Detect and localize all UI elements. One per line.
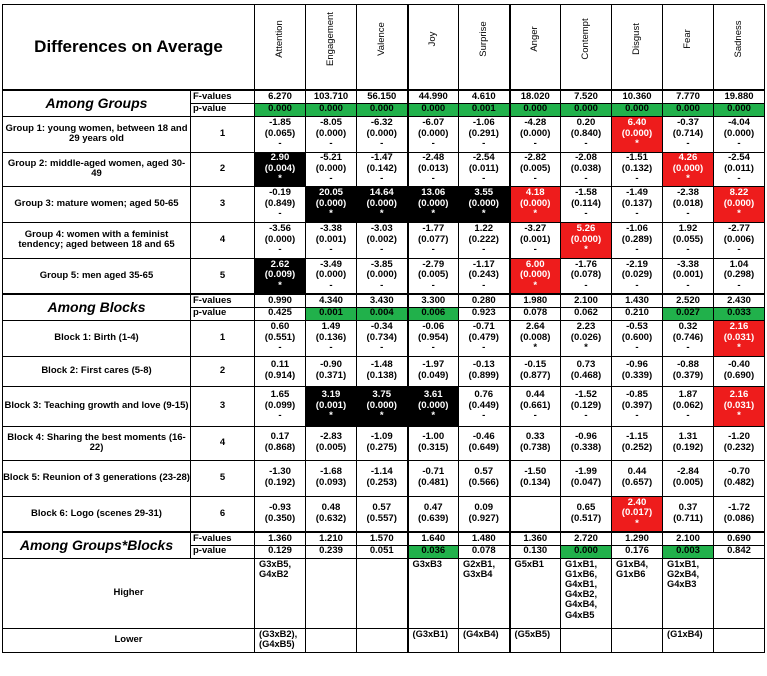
stat-cell: 20.05 (0.000) * (306, 186, 357, 222)
stat-cell: 3.61 (0.000) * (408, 386, 459, 426)
col-header-sadness: Sadness (714, 5, 765, 91)
f-value-cell: 6.270 (255, 90, 306, 103)
stat-cell: -0.88 (0.379) (663, 356, 714, 386)
row-label: Block 3: Teaching growth and love (9-15) (3, 386, 191, 426)
stat-cell: 0.44 (0.657) (612, 460, 663, 496)
stat-cell: -1.09 (0.275) (357, 426, 408, 460)
stat-cell: 0.76 (0.449) - (459, 386, 510, 426)
lower-cell: (G3xB1) (408, 628, 459, 652)
higher-cell: G5xB1 (510, 558, 561, 628)
p-value-cell: 0.923 (459, 307, 510, 320)
stat-cell: 0.48 (0.632) (306, 496, 357, 532)
stat-cell: -1.49 (0.137) - (612, 186, 663, 222)
section-label-among-blocks: Among Blocks (3, 294, 191, 320)
table-title: Differences on Average (3, 5, 255, 91)
p-value-cell: 0.000 (357, 103, 408, 116)
stat-cell: 1.04 (0.298) - (714, 258, 765, 294)
p-value-cell: 0.036 (408, 545, 459, 558)
p-value-cell: 0.078 (510, 307, 561, 320)
stat-cell: -0.15 (0.877) (510, 356, 561, 386)
stat-cell: 6.00 (0.000) * (510, 258, 561, 294)
stat-cell: -1.85 (0.065) - (255, 116, 306, 152)
stat-cell: -2.77 (0.006) - (714, 222, 765, 258)
stat-cell: 2.90 (0.004) * (255, 152, 306, 186)
higher-cell: G1xB1, G1xB6, G4xB1, G4xB2, G4xB4, G4xB5 (561, 558, 612, 628)
higher-cell (714, 558, 765, 628)
lower-cell (714, 628, 765, 652)
f-value-cell: 2.520 (663, 294, 714, 307)
lower-cell (612, 628, 663, 652)
stat-cell: -1.47 (0.142) - (357, 152, 408, 186)
stat-cell: 5.26 (0.000) * (561, 222, 612, 258)
stat-cell: 0.17 (0.868) (255, 426, 306, 460)
p-value-cell: 0.210 (612, 307, 663, 320)
higher-cell: G1xB1, G2xB4, G4xB3 (663, 558, 714, 628)
row-label: Block 5: Reunion of 3 generations (23-28) (3, 460, 191, 496)
stat-cell: 0.57 (0.566) (459, 460, 510, 496)
differences-table (2, 4, 765, 653)
stat-cell: -2.54 (0.011) - (459, 152, 510, 186)
lower-cell: (G5xB5) (510, 628, 561, 652)
row-number: 1 (191, 320, 255, 356)
stat-cell: -1.14 (0.253) (357, 460, 408, 496)
f-value-cell: 1.480 (459, 532, 510, 545)
p-value-label: p-value (191, 103, 255, 116)
p-value-label: p-value (191, 545, 255, 558)
f-value-cell: 4.340 (306, 294, 357, 307)
section-label-among-groups: Among Groups (3, 90, 191, 116)
stat-cell: 1.22 (0.222) - (459, 222, 510, 258)
col-header-surprise: Surprise (459, 5, 510, 91)
higher-cell: G1xB4, G1xB6 (612, 558, 663, 628)
stat-cell: -1.48 (0.138) (357, 356, 408, 386)
stat-cell: 2.40 (0.017) * (612, 496, 663, 532)
stat-cell: -2.79 (0.005) - (408, 258, 459, 294)
f-value-cell: 19.880 (714, 90, 765, 103)
f-value-cell: 2.100 (561, 294, 612, 307)
col-header-attention: Attention (255, 5, 306, 91)
higher-cell: G3xB3 (408, 558, 459, 628)
row-number: 2 (191, 356, 255, 386)
row-label: Block 6: Logo (scenes 29-31) (3, 496, 191, 532)
col-header-joy: Joy (408, 5, 459, 91)
stat-cell: 0.37 (0.711) (663, 496, 714, 532)
higher-cell (306, 558, 357, 628)
p-value-cell: 0.000 (306, 103, 357, 116)
stat-cell: -1.77 (0.077) - (408, 222, 459, 258)
stat-cell: -6.07 (0.000) - (408, 116, 459, 152)
stat-cell: 3.75 (0.000) * (357, 386, 408, 426)
stat-cell: 13.06 (0.000) * (408, 186, 459, 222)
stat-cell: 0.73 (0.468) (561, 356, 612, 386)
f-value-cell: 1.430 (612, 294, 663, 307)
f-value-cell: 2.430 (714, 294, 765, 307)
p-value-cell: 0.051 (357, 545, 408, 558)
stat-cell: -1.06 (0.289) - (612, 222, 663, 258)
row-number: 4 (191, 222, 255, 258)
f-value-cell: 56.150 (357, 90, 408, 103)
stat-cell: -2.82 (0.005) - (510, 152, 561, 186)
col-header-fear: Fear (663, 5, 714, 91)
row-number: 4 (191, 426, 255, 460)
col-header-engagement: Engagement (306, 5, 357, 91)
stat-cell: 2.62 (0.009) * (255, 258, 306, 294)
stat-cell: -2.48 (0.013) - (408, 152, 459, 186)
row-number: 3 (191, 386, 255, 426)
lower-cell (306, 628, 357, 652)
stat-cell: -0.93 (0.350) (255, 496, 306, 532)
stat-cell: -1.58 (0.114) - (561, 186, 612, 222)
stat-cell: -0.85 (0.397) - (612, 386, 663, 426)
f-value-cell: 18.020 (510, 90, 561, 103)
f-value-cell: 1.360 (510, 532, 561, 545)
lower-cell (561, 628, 612, 652)
row-label: Group 1: young women, between 18 and 29 years old (3, 116, 191, 152)
stat-cell: -1.17 (0.243) - (459, 258, 510, 294)
stat-cell: -0.06 (0.954) - (408, 320, 459, 356)
p-value-cell: 0.001 (459, 103, 510, 116)
stat-cell: -0.90 (0.371) (306, 356, 357, 386)
col-header-anger: Anger (510, 5, 561, 91)
col-header-disgust: Disgust (612, 5, 663, 91)
f-value-cell: 10.360 (612, 90, 663, 103)
stat-cell: 3.19 (0.001) * (306, 386, 357, 426)
stat-cell: -2.38 (0.018) - (663, 186, 714, 222)
stat-cell: -1.51 (0.132) - (612, 152, 663, 186)
f-value-cell: 7.520 (561, 90, 612, 103)
f-values-label: F-values (191, 532, 255, 545)
stat-cell: 8.22 (0.000) * (714, 186, 765, 222)
stat-cell: -0.96 (0.338) (561, 426, 612, 460)
f-value-cell: 1.210 (306, 532, 357, 545)
f-value-cell: 3.300 (408, 294, 459, 307)
higher-cell: G2xB1, G3xB4 (459, 558, 510, 628)
f-value-cell: 2.720 (561, 532, 612, 545)
stat-cell: 0.33 (0.738) (510, 426, 561, 460)
stat-cell: -2.83 (0.005) (306, 426, 357, 460)
p-value-cell: 0.062 (561, 307, 612, 320)
stat-cell: 0.11 (0.914) (255, 356, 306, 386)
f-value-cell: 1.290 (612, 532, 663, 545)
stat-cell: -2.19 (0.029) - (612, 258, 663, 294)
stat-cell (510, 496, 561, 532)
stat-cell: -8.05 (0.000) - (306, 116, 357, 152)
stat-cell: 4.18 (0.000) * (510, 186, 561, 222)
stat-cell: -1.72 (0.086) (714, 496, 765, 532)
f-value-cell: 44.990 (408, 90, 459, 103)
stat-cell: -0.53 (0.600) - (612, 320, 663, 356)
row-number: 6 (191, 496, 255, 532)
f-value-cell: 4.610 (459, 90, 510, 103)
p-value-cell: 0.176 (612, 545, 663, 558)
section-label-among-groups-blocks: Among Groups*Blocks (3, 532, 191, 558)
f-value-cell: 1.570 (357, 532, 408, 545)
p-value-cell: 0.130 (510, 545, 561, 558)
row-label: Group 5: men aged 35-65 (3, 258, 191, 294)
stat-cell: -0.96 (0.339) (612, 356, 663, 386)
stat-cell: -0.19 (0.849) - (255, 186, 306, 222)
stat-cell: 1.65 (0.099) - (255, 386, 306, 426)
f-values-label: F-values (191, 90, 255, 103)
row-label: Block 1: Birth (1-4) (3, 320, 191, 356)
stat-cell: -2.08 (0.038) - (561, 152, 612, 186)
stat-cell: -4.28 (0.000) - (510, 116, 561, 152)
stat-cell: -2.54 (0.011) - (714, 152, 765, 186)
f-value-cell: 1.640 (408, 532, 459, 545)
p-value-cell: 0.129 (255, 545, 306, 558)
row-number: 5 (191, 460, 255, 496)
stat-cell: 0.20 (0.840) - (561, 116, 612, 152)
f-value-cell: 0.280 (459, 294, 510, 307)
f-value-cell: 2.100 (663, 532, 714, 545)
lower-cell: (G4xB4) (459, 628, 510, 652)
stat-cell: -0.71 (0.479) - (459, 320, 510, 356)
stat-cell: -2.84 (0.005) (663, 460, 714, 496)
row-label: Block 2: First cares (5-8) (3, 356, 191, 386)
p-value-cell: 0.000 (714, 103, 765, 116)
stat-cell: 1.92 (0.055) - (663, 222, 714, 258)
stat-cell: -3.85 (0.000) - (357, 258, 408, 294)
row-label: Group 4: women with a feminist tendency; aged between 18 and 65 (3, 222, 191, 258)
p-value-cell: 0.033 (714, 307, 765, 320)
higher-label: Higher (3, 558, 255, 628)
p-value-cell: 0.425 (255, 307, 306, 320)
row-number: 2 (191, 152, 255, 186)
stat-cell: -4.04 (0.000) - (714, 116, 765, 152)
stat-cell: -1.30 (0.192) (255, 460, 306, 496)
stat-cell: -1.20 (0.232) (714, 426, 765, 460)
stat-cell: -1.52 (0.129) - (561, 386, 612, 426)
row-label: Group 2: middle-aged women, aged 30-49 (3, 152, 191, 186)
stat-cell: -1.99 (0.047) (561, 460, 612, 496)
stat-cell: 2.23 (0.026) * (561, 320, 612, 356)
stat-cell: -0.46 (0.649) (459, 426, 510, 460)
stat-cell: 2.16 (0.031) * (714, 320, 765, 356)
f-value-cell: 103.710 (306, 90, 357, 103)
higher-cell (357, 558, 408, 628)
f-value-cell: 1.360 (255, 532, 306, 545)
p-value-cell: 0.239 (306, 545, 357, 558)
stat-cell: -3.27 (0.001) - (510, 222, 561, 258)
p-value-cell: 0.078 (459, 545, 510, 558)
stat-cell: -0.34 (0.734) - (357, 320, 408, 356)
stat-cell: 0.47 (0.639) (408, 496, 459, 532)
lower-cell: (G1xB4) (663, 628, 714, 652)
row-number: 1 (191, 116, 255, 152)
p-value-cell: 0.006 (408, 307, 459, 320)
stat-cell: -0.40 (0.690) (714, 356, 765, 386)
stat-cell: 2.16 (0.031) * (714, 386, 765, 426)
row-number: 3 (191, 186, 255, 222)
stat-cell: -5.21 (0.000) - (306, 152, 357, 186)
col-header-contempt: Contempt (561, 5, 612, 91)
stat-cell: -3.38 (0.001) - (306, 222, 357, 258)
p-value-cell: 0.000 (510, 103, 561, 116)
stat-cell: -1.50 (0.134) (510, 460, 561, 496)
stat-cell: -1.68 (0.093) (306, 460, 357, 496)
stat-cell: -0.37 (0.714) - (663, 116, 714, 152)
stat-cell: -6.32 (0.000) - (357, 116, 408, 152)
stat-cell: 0.60 (0.551) - (255, 320, 306, 356)
p-value-cell: 0.001 (306, 307, 357, 320)
p-value-cell: 0.027 (663, 307, 714, 320)
f-value-cell: 3.430 (357, 294, 408, 307)
lower-cell (357, 628, 408, 652)
stat-cell: 2.64 (0.008) * (510, 320, 561, 356)
p-value-cell: 0.003 (663, 545, 714, 558)
stat-cell: -0.13 (0.899) (459, 356, 510, 386)
row-label: Group 3: mature women; aged 50-65 (3, 186, 191, 222)
stat-cell: 0.44 (0.661) - (510, 386, 561, 426)
f-value-cell: 0.990 (255, 294, 306, 307)
stat-cell: -1.15 (0.252) (612, 426, 663, 460)
p-value-cell: 0.000 (255, 103, 306, 116)
stat-cell: 1.31 (0.192) (663, 426, 714, 460)
stat-cell: 6.40 (0.000) * (612, 116, 663, 152)
higher-cell: G3xB5, G4xB2 (255, 558, 306, 628)
stat-cell: -3.03 (0.002) - (357, 222, 408, 258)
stat-cell: 1.87 (0.062) - (663, 386, 714, 426)
p-value-cell: 0.004 (357, 307, 408, 320)
stat-cell: -0.70 (0.482) (714, 460, 765, 496)
stat-cell: 3.55 (0.000) * (459, 186, 510, 222)
f-value-cell: 7.770 (663, 90, 714, 103)
f-value-cell: 0.690 (714, 532, 765, 545)
p-value-cell: 0.000 (408, 103, 459, 116)
row-number: 5 (191, 258, 255, 294)
stat-cell: 0.65 (0.517) (561, 496, 612, 532)
stat-cell: 4.26 (0.000) * (663, 152, 714, 186)
stat-cell: -1.06 (0.291) - (459, 116, 510, 152)
stat-cell: -1.97 (0.049) (408, 356, 459, 386)
stat-cell: -0.71 (0.481) (408, 460, 459, 496)
p-value-cell: 0.000 (663, 103, 714, 116)
lower-label: Lower (3, 628, 255, 652)
row-label: Block 4: Sharing the best moments (16-22) (3, 426, 191, 460)
stat-cell: -3.38 (0.001) - (663, 258, 714, 294)
p-value-label: p-value (191, 307, 255, 320)
stat-cell: 0.57 (0.557) (357, 496, 408, 532)
stat-cell: 0.32 (0.746) - (663, 320, 714, 356)
stat-cell: -1.76 (0.078) - (561, 258, 612, 294)
stat-cell: 0.09 (0.927) (459, 496, 510, 532)
p-value-cell: 0.000 (561, 545, 612, 558)
stat-cell: -1.00 (0.315) (408, 426, 459, 460)
p-value-cell: 0.842 (714, 545, 765, 558)
stat-cell: 1.49 (0.136) - (306, 320, 357, 356)
stat-cell: -3.56 (0.000) - (255, 222, 306, 258)
stat-cell: -3.49 (0.000) - (306, 258, 357, 294)
col-header-valence: Valence (357, 5, 408, 91)
f-value-cell: 1.980 (510, 294, 561, 307)
stat-cell: 14.64 (0.000) * (357, 186, 408, 222)
lower-cell: (G3xB2), (G4xB5) (255, 628, 306, 652)
p-value-cell: 0.000 (561, 103, 612, 116)
p-value-cell: 0.000 (612, 103, 663, 116)
f-values-label: F-values (191, 294, 255, 307)
